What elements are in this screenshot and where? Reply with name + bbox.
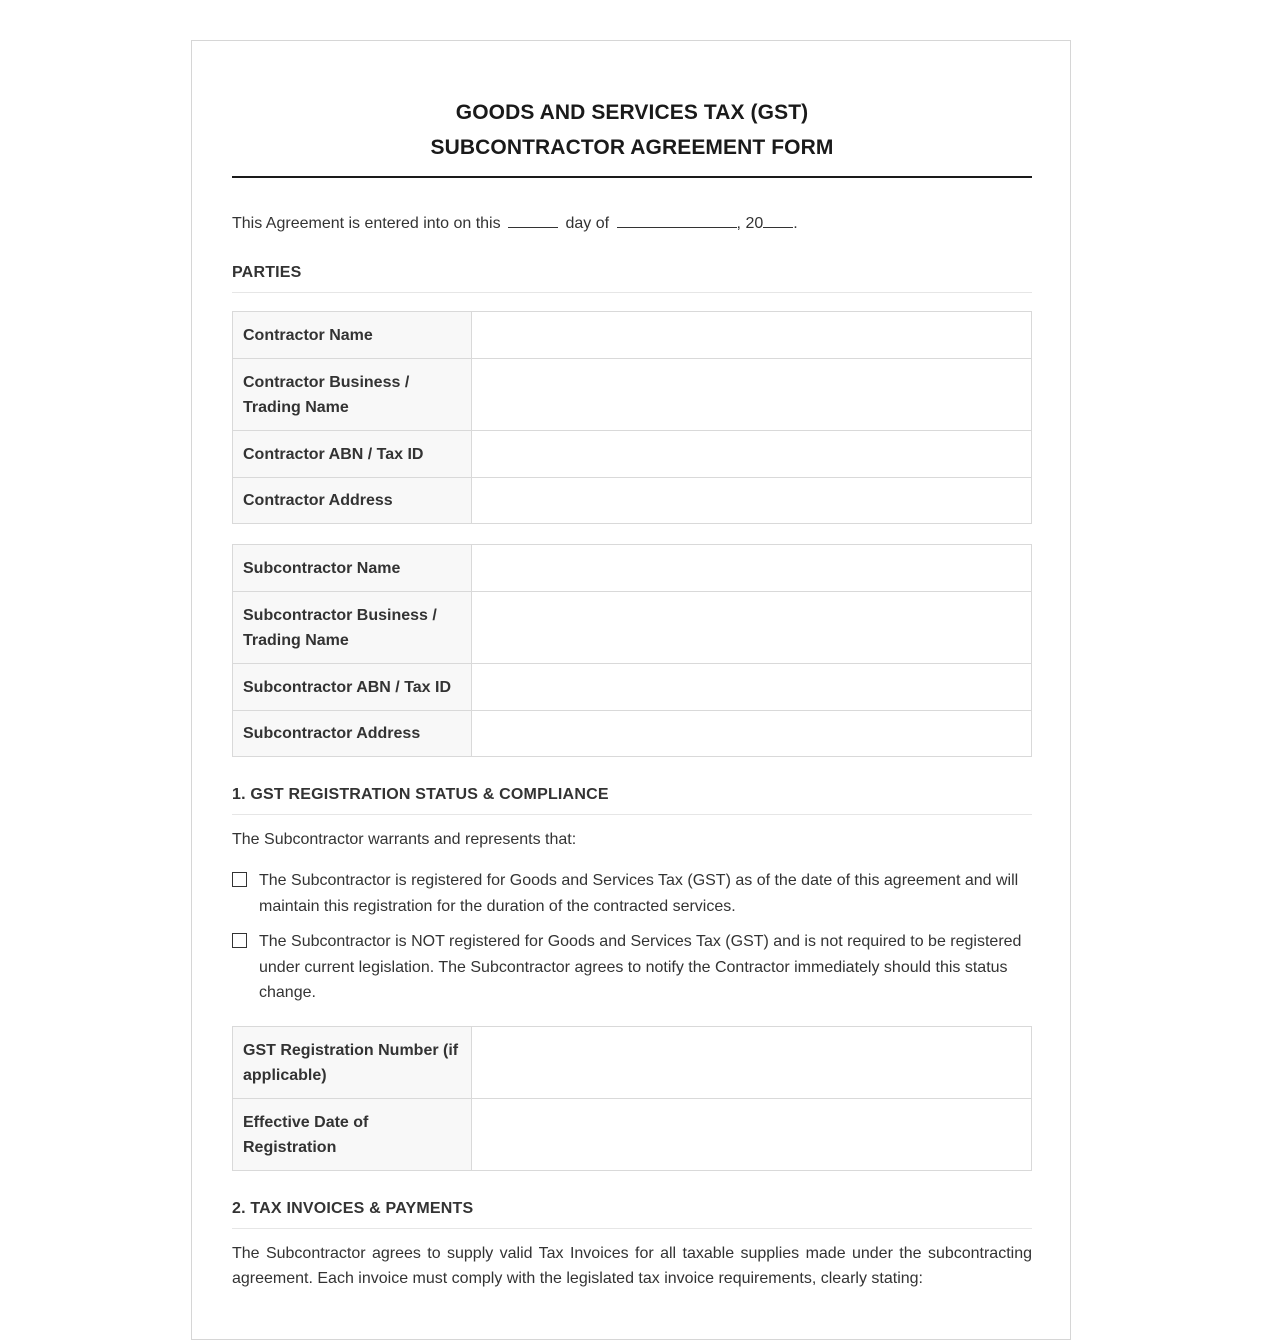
subcontractor-abn-label: Subcontractor ABN / Tax ID xyxy=(233,664,472,711)
table-row xyxy=(233,478,1032,524)
contractor-name-label: Contractor Name xyxy=(233,312,472,359)
subcontractor-business-name-field[interactable] xyxy=(472,592,1032,664)
section1-lead: The Subcontractor warrants and represents that: xyxy=(232,831,577,848)
contractor-abn-field[interactable] xyxy=(472,431,1032,478)
subcontractor-address-field[interactable] xyxy=(472,711,1032,757)
contractor-name-field[interactable] xyxy=(472,312,1032,359)
table-row xyxy=(233,312,1032,359)
contractor-business-name-field[interactable] xyxy=(472,359,1032,431)
month-blank[interactable] xyxy=(617,213,737,228)
table-row xyxy=(233,664,1032,711)
agreement-date-line xyxy=(232,213,798,233)
gst-not-registered-text: The Subcontractor is NOT registered for Goods and Services Tax (GST) and is not required to be registered under current legislation. The Subcontractor agrees to notify the Contractor immediately should this status change. xyxy=(259,933,1022,1001)
table-row xyxy=(233,1027,1032,1099)
contractor-table xyxy=(232,311,1032,524)
table-row xyxy=(233,711,1032,757)
document-title-line1: GOODS AND SERVICES TAX (GST) xyxy=(455,101,809,124)
contractor-business-name-label: Contractor Business / Trading Name xyxy=(233,359,472,431)
intro-text-2: day of xyxy=(565,215,610,232)
table-row xyxy=(233,545,1032,592)
gst-registration-table xyxy=(232,1026,1032,1171)
contractor-address-label: Contractor Address xyxy=(233,478,472,524)
section2-heading: 2. TAX INVOICES & PAYMENTS xyxy=(232,1200,1032,1229)
intro-text-4: . xyxy=(793,215,798,232)
document-title-line2: SUBCONTRACTOR AGREEMENT FORM xyxy=(430,136,834,159)
table-row xyxy=(233,592,1032,664)
intro-text-1: This Agreement is entered into on this xyxy=(232,215,501,232)
document-page xyxy=(191,40,1071,1340)
intro-text-3: , 20 xyxy=(736,215,764,232)
checkbox-icon[interactable] xyxy=(232,872,247,887)
subcontractor-address-label: Subcontractor Address xyxy=(233,711,472,757)
section1-heading: 1. GST REGISTRATION STATUS & COMPLIANCE xyxy=(232,786,1032,815)
contractor-address-field[interactable] xyxy=(472,478,1032,524)
subcontractor-table xyxy=(232,544,1032,757)
contractor-abn-label: Contractor ABN / Tax ID xyxy=(233,431,472,478)
table-row xyxy=(233,1099,1032,1171)
checkbox-icon[interactable] xyxy=(232,933,247,948)
table-row xyxy=(233,359,1032,431)
section2-text: The Subcontractor agrees to supply valid Tax Invoices for all taxable supplies made under the subcontracting agreement. Each invoice must comply with the legislated tax invoice requirements, clearly stating: xyxy=(232,1245,1032,1287)
gst-registered-option[interactable] xyxy=(232,868,1032,919)
subcontractor-business-name-label: Subcontractor Business / Trading Name xyxy=(233,592,472,664)
day-blank[interactable] xyxy=(508,213,558,228)
gst-number-label: GST Registration Number (if applicable) xyxy=(233,1027,472,1099)
title-divider xyxy=(232,176,1032,178)
gst-number-field[interactable] xyxy=(472,1027,1032,1099)
gst-not-registered-option[interactable] xyxy=(232,929,1032,1006)
parties-heading: PARTIES xyxy=(232,264,1032,293)
table-row xyxy=(233,431,1032,478)
effective-date-field[interactable] xyxy=(472,1099,1032,1171)
year-blank[interactable] xyxy=(763,213,793,228)
subcontractor-name-label: Subcontractor Name xyxy=(233,545,472,592)
subcontractor-abn-field[interactable] xyxy=(472,664,1032,711)
subcontractor-name-field[interactable] xyxy=(472,545,1032,592)
effective-date-label: Effective Date of Registration xyxy=(233,1099,472,1171)
gst-registered-text: The Subcontractor is registered for Goods and Services Tax (GST) as of the date of this agreement and will maintain this registration for the duration of the contracted services. xyxy=(259,872,1019,915)
